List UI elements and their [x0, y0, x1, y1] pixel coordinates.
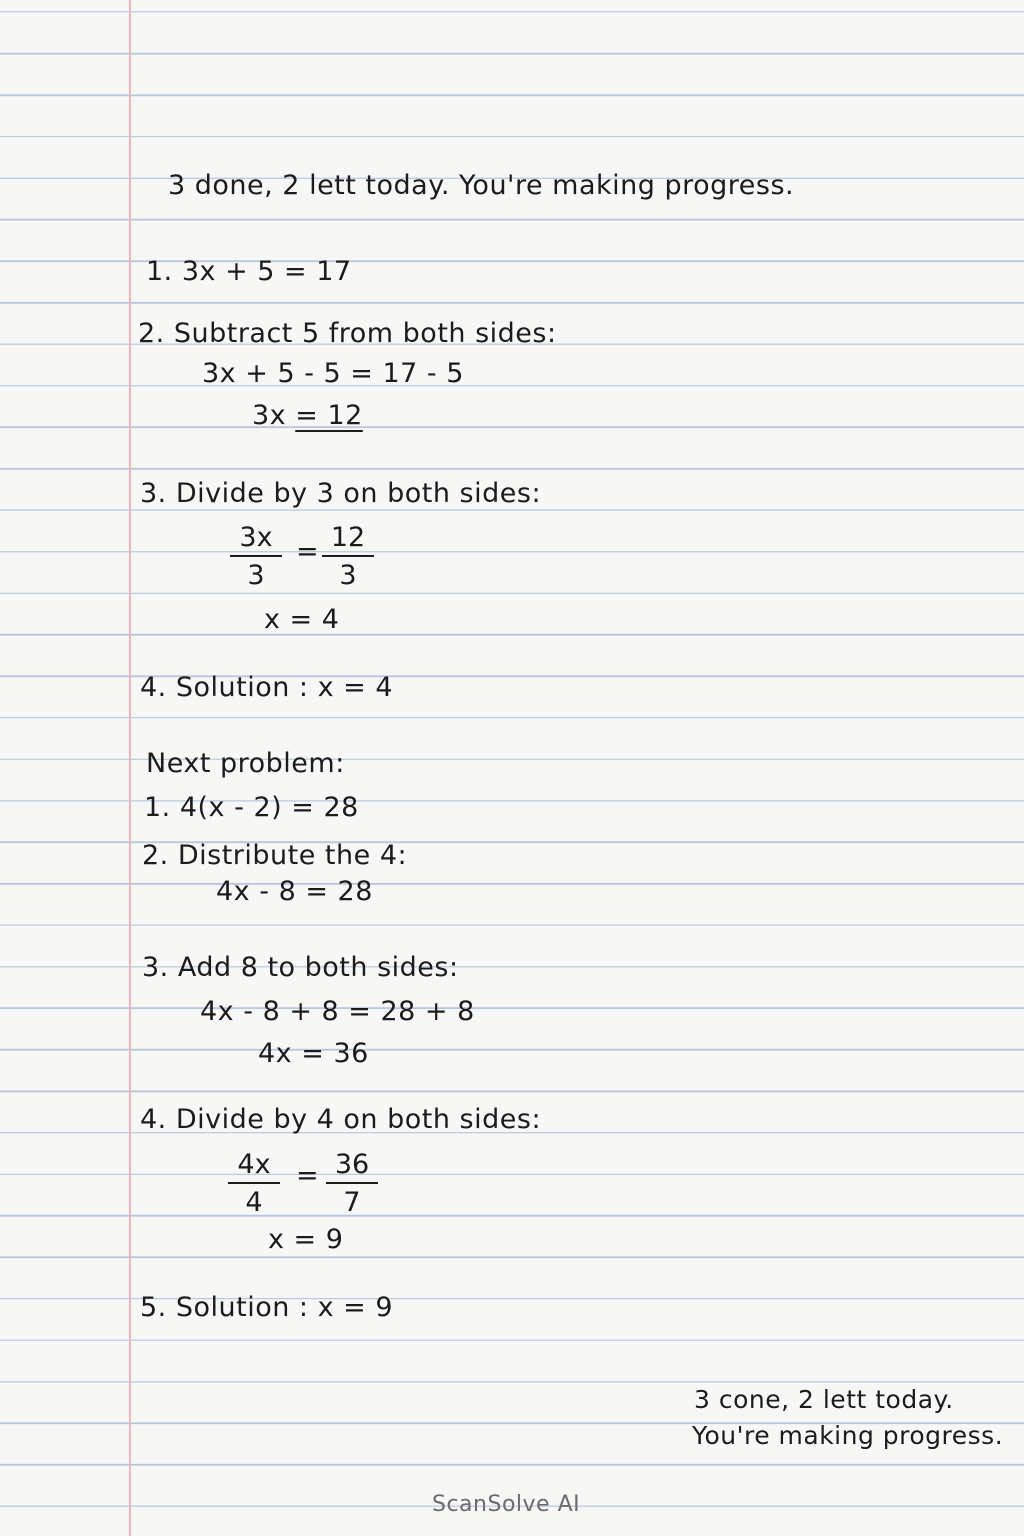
p1-fraction-right-numerator: 12 — [322, 523, 374, 557]
margin-line — [129, 0, 131, 1536]
brand-watermark: ScanSolve AI — [432, 1492, 581, 1517]
p2-fraction-left — [228, 1150, 280, 1218]
p1-step-2-result-right: = 12 — [295, 400, 363, 431]
p1-step-2-equation: 3x + 5 - 5 = 17 - 5 — [202, 358, 464, 389]
footer-note-line-2: You're making progress. — [692, 1421, 1004, 1450]
p2-solution: 5. Solution : x = 9 — [140, 1292, 394, 1323]
p2-step-1: 1. 4(x - 2) = 28 — [144, 792, 359, 823]
p2-step-3-label: 3. Add 8 to both sides: — [142, 952, 459, 983]
header-note: 3 done, 2 lett today. You're making progress. — [168, 170, 795, 201]
p2-fraction-right-numerator: 36 — [326, 1150, 378, 1184]
p2-step-4-label: 4. Divide by 4 on both sides: — [140, 1104, 542, 1135]
p1-fraction-equals: = — [296, 536, 320, 567]
p2-fraction-right — [326, 1150, 378, 1218]
p1-solution: 4. Solution : x = 4 — [140, 672, 394, 703]
p1-step-2-label: 2. Subtract 5 from both sides: — [138, 318, 557, 349]
p2-fraction-left-denominator: 4 — [245, 1187, 263, 1218]
p2-fraction-left-numerator: 4x — [228, 1150, 280, 1184]
p1-fraction-left-numerator: 3x — [230, 523, 282, 557]
p2-step-3-equation: 4x - 8 + 8 = 28 + 8 — [200, 996, 475, 1027]
p2-fraction-right-denominator: 7 — [343, 1187, 361, 1218]
p1-step-2-result — [252, 400, 363, 432]
p2-fraction-equals: = — [296, 1160, 320, 1191]
p2-step-2-equation: 4x - 8 = 28 — [216, 876, 373, 907]
p1-fraction-left — [230, 523, 282, 591]
p1-fraction-right — [322, 523, 374, 591]
p2-step-2-label: 2. Distribute the 4: — [142, 840, 408, 871]
p1-step-3-label: 3. Divide by 3 on both sides: — [140, 478, 542, 509]
p1-step-3-result: x = 4 — [264, 604, 340, 635]
p2-step-3-result: 4x = 36 — [258, 1038, 369, 1069]
footer-note-line-1: 3 cone, 2 lett today. — [694, 1385, 954, 1414]
p1-step-1: 1. 3x + 5 = 17 — [146, 256, 352, 287]
p1-fraction-right-denominator: 3 — [339, 560, 357, 591]
p1-step-2-result-left: 3x — [252, 400, 287, 431]
p2-step-4-result: x = 9 — [268, 1224, 344, 1255]
p1-fraction-left-denominator: 3 — [247, 560, 265, 591]
p2-heading: Next problem: — [146, 748, 345, 779]
